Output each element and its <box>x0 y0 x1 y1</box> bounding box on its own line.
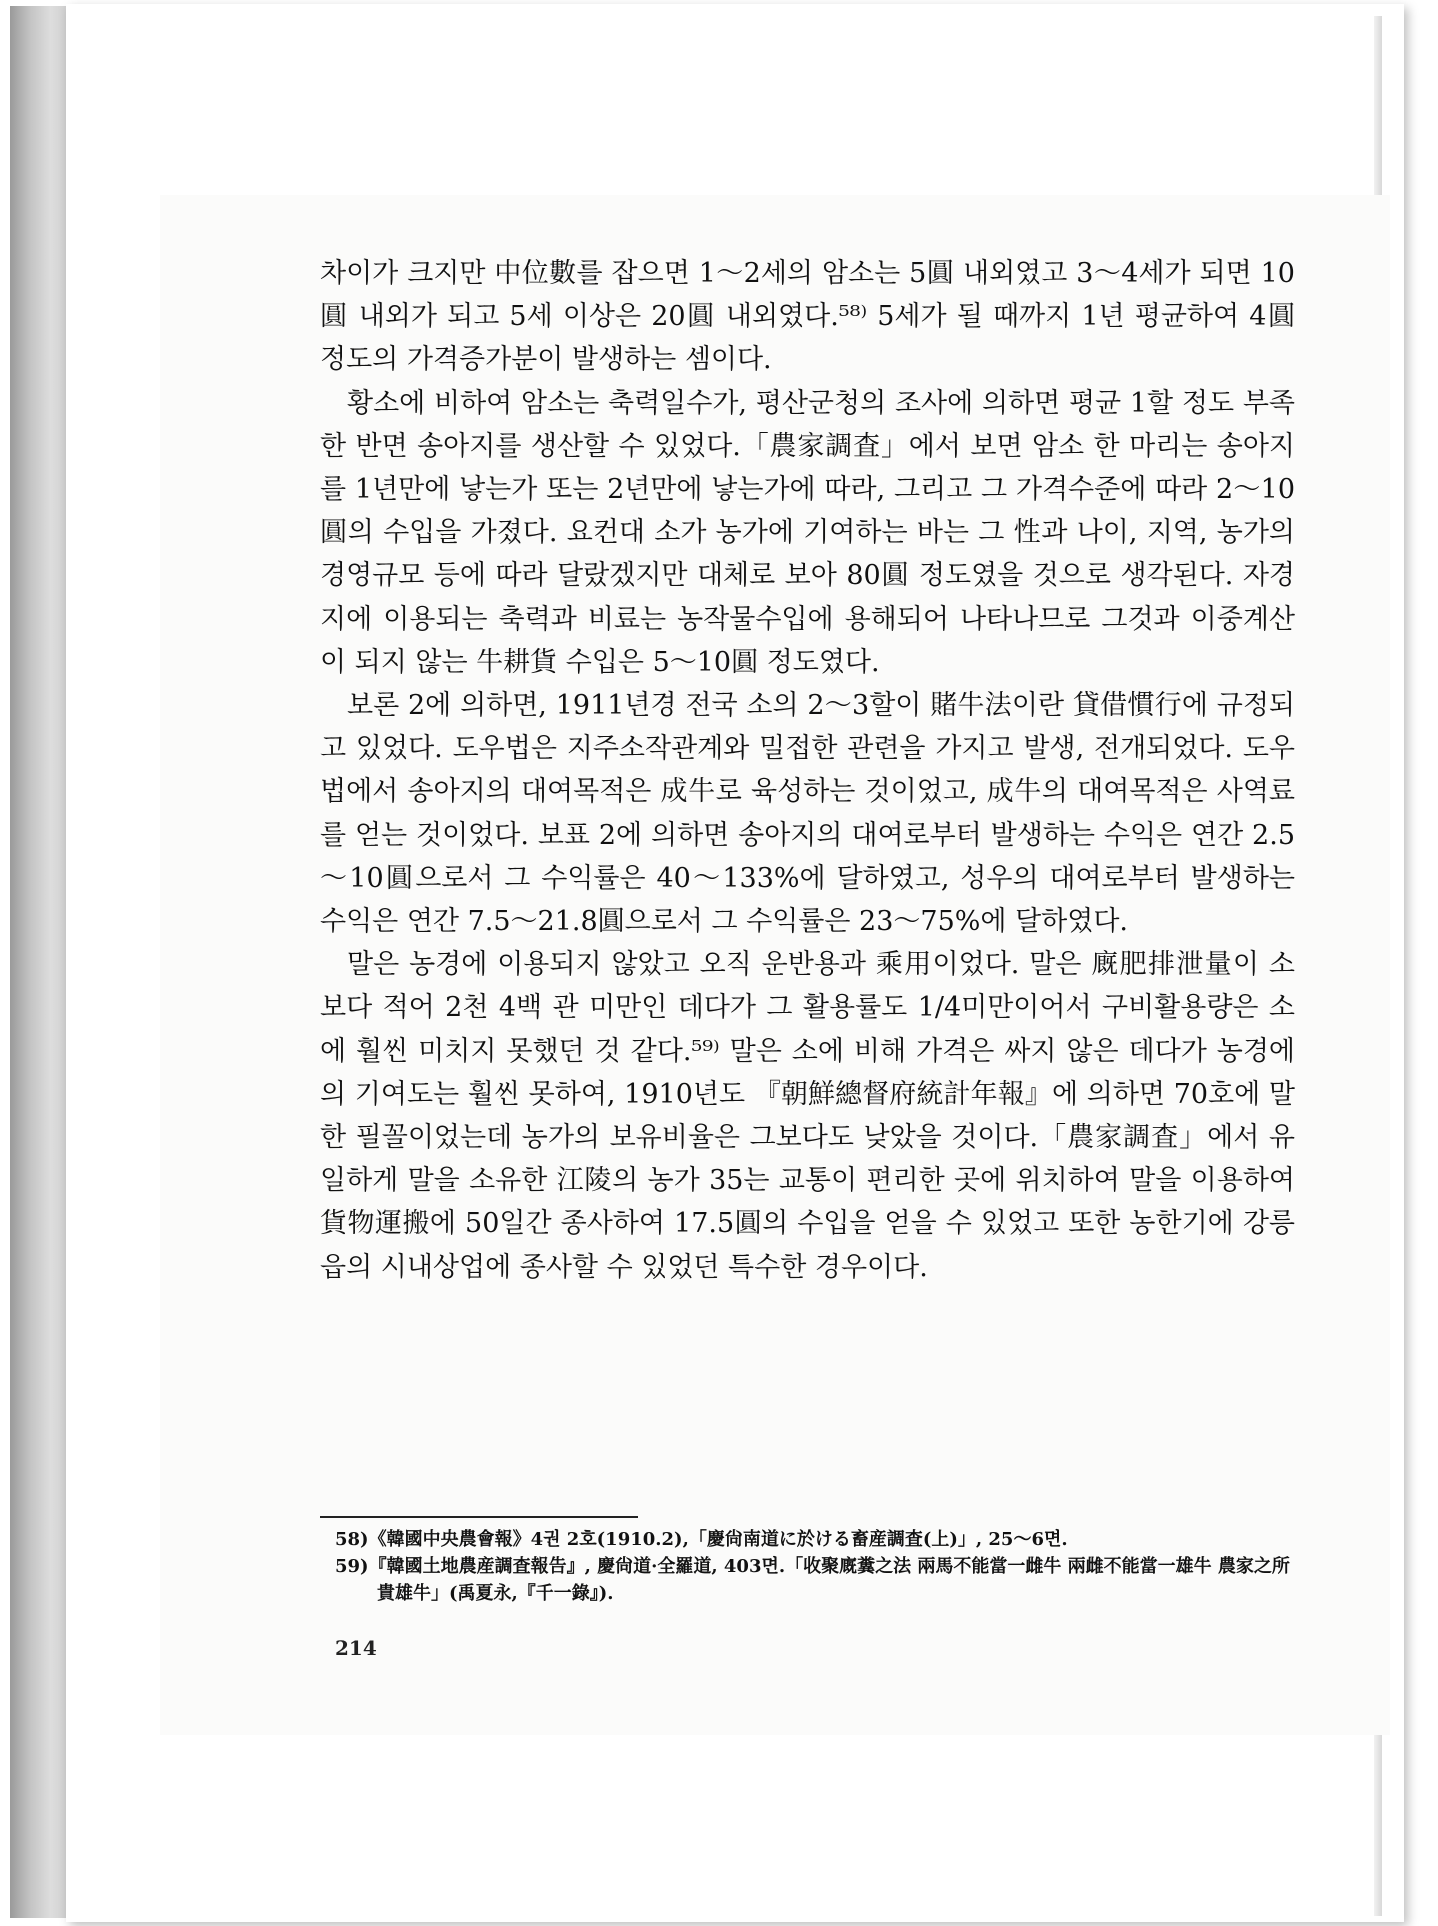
page-number: 214 <box>335 1636 377 1660</box>
body-text <box>320 252 1295 1289</box>
footnote-divider <box>320 1516 638 1518</box>
paragraph-2: 황소에 비하여 암소는 축력일수가, 평산군청의 조사에 의하면 평균 1할 정도 부족한 반면 송아지를 생산할 수 있었다.「農家調査」에서 보면 암소 한 마리는 송아지를 1년만에 낳는가 또는 2년만에 낳는가에 따라, 그리고 그 가격수준에 따라 2～10圓의 수입을 가졌다. 요컨대 소가 농가에 기여하는 바는 그 性과 나이, 지역, 농가의 경영규모 등에 따라 달랐겠지만 대체로 보아 80圓 정도였을 것으로 생각된다. 자경지에 이용되는 축력과 비료는 농작물수입에 용해되어 나타나므로 그것과 이중계산이 되지 않는 牛耕貨 수입은 5～10圓 정도였다. <box>320 387 1295 678</box>
footnotes <box>335 1526 1295 1607</box>
paragraph-1: 차이가 크지만 中位數를 잡으면 1～2세의 암소는 5圓 내외였고 3～4세가 되면 10圓 내외가 되고 5세 이상은 20圓 내외였다.⁵⁸⁾ 5세가 될 때까지 1년 평균하여 4圓 정도의 가격증가분이 발생하는 셈이다. <box>320 258 1295 376</box>
paragraph-4: 말은 농경에 이용되지 않았고 오직 운반용과 乘用이었다. 말은 廐肥排泄量이 소보다 적어 2천 4백 관 미만인 데다가 그 활용률도 1/4미만이어서 구비활용량은 소에 훨씬 미치지 못했던 것 같다.⁵⁹⁾ 말은 소에 비해 가격은 싸지 않은 데다가 농경에의 기여도는 훨씬 못하여, 1910년도 『朝鮮總督府統計年報』에 의하면 70호에 말 한 필꼴이었는데 농가의 보유비율은 그보다도 낮았을 것이다.「農家調査」에서 유일하게 말을 소유한 江陵의 농가 35는 교통이 편리한 곳에 위치하여 말을 이용하여 貨物運搬에 50일간 종사하여 17.5圓의 수입을 얻을 수 있었고 또한 농한기에 강릉읍의 시내상업에 종사할 수 있었던 특수한 경우이다. <box>320 949 1295 1283</box>
footnote-58: 58)《韓國中央農會報》4권 2호(1910.2),「慶尙南道に於ける畜産調査(上)」, 25～6면. <box>335 1529 1068 1550</box>
footnote-59: 59)『韓國土地農産調査報告』, 慶尙道·全羅道, 403면.「收聚廐糞之法 兩馬不能當一雌牛 兩雌不能當一雄牛 農家之所貴雄牛」(禹夏永,『千一錄』). <box>335 1556 1290 1604</box>
paragraph-3: 보론 2에 의하면, 1911년경 전국 소의 2～3할이 賭牛法이란 貸借慣行에 규정되고 있었다. 도우법은 지주소작관계와 밀접한 관련을 가지고 발생, 전개되었다. 도우법에서 송아지의 대여목적은 成牛로 육성하는 것이었고, 成牛의 대여목적은 사역료를 얻는 것이었다. 보표 2에 의하면 송아지의 대여로부터 발생하는 수익은 연간 2.5～10圓으로서 그 수익률은 40～133%에 달하였고, 성우의 대여로부터 발생하는 수익은 연간 7.5～21.8圓으로서 그 수익률은 23～75%에 달하였다. <box>320 690 1295 938</box>
book-spine <box>10 6 69 1918</box>
